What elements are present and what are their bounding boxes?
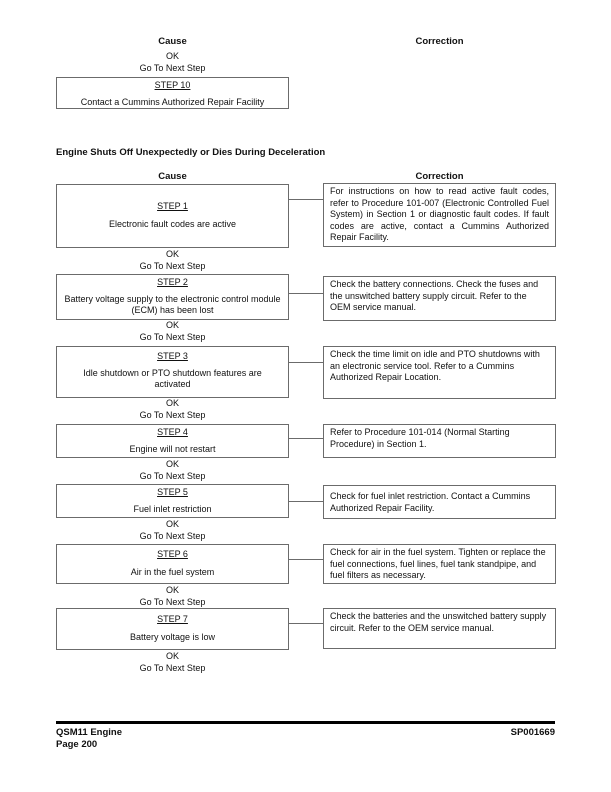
step-5-correction-box: Check for air in the fuel system. Tighten or replace the fuel connections, fuel lines, fuel tank standpipe, and fuel filters as necessary. [323, 544, 556, 584]
cause-text: Engine will not restart [129, 443, 216, 454]
ok-label: OK [165, 51, 179, 61]
step-label: STEP 4 [157, 427, 188, 437]
ok-label: OK [165, 519, 179, 529]
cause-header: Cause [158, 171, 187, 182]
ok-label: OK [165, 459, 179, 469]
correction-header: Correction [415, 171, 464, 182]
step-7-cause-box [56, 608, 289, 650]
step-3-correction-box: Check the time limit on idle and PTO shutdowns with an electronic service tool. Refer to a Cummins Authorized Repair Location. [323, 346, 556, 399]
section-title: Engine Shuts Off Unexpectedly or Dies During Deceleration [56, 147, 326, 158]
go-next-step-label: Go To Next Step [139, 63, 206, 73]
step-1-cause-box [56, 184, 289, 248]
step-label: STEP 7 [157, 614, 188, 624]
cause-text: Air in the fuel system [130, 566, 215, 577]
footer-doc-id: SP001669 [510, 727, 555, 738]
cause-text: Idle shutdown or PTO shutdown features are activated [83, 367, 262, 389]
cause-text: Electronic fault codes are active [108, 218, 237, 229]
step-label: STEP 2 [157, 277, 188, 287]
cause-text: Battery voltage supply to the electronic control module (ECM) has been lost [64, 293, 281, 315]
step-2-correction-box: Check the battery connections. Check the fuses and the unswitched battery supply circuit. Refer to the OEM service manual. [323, 276, 556, 321]
ok-label: OK [165, 651, 179, 661]
connector-line [289, 623, 323, 624]
step-1-correction-box: For instructions on how to read active fault codes, refer to Procedure 101-007 (Electronic Controlled Fuel System) in Section 1 or diagnostic fault codes. If fault codes are active, contact a Cummins Authorized Repair Facility. [323, 183, 556, 247]
step-7-correction-box: Check the batteries and the unswitched battery supply circuit. Refer to the OEM service manual. [323, 608, 556, 649]
go-next-step-label: Go To Next Step [139, 261, 206, 271]
go-next-step-label: Go To Next Step [139, 332, 206, 342]
go-next-step-label: Go To Next Step [139, 663, 206, 673]
connector-line [289, 438, 323, 439]
cause-header: Cause [158, 36, 187, 47]
connector-line [289, 199, 323, 200]
footer-product: QSM11 Engine [56, 727, 122, 738]
connector-line [289, 501, 323, 502]
ok-label: OK [165, 398, 179, 408]
step-3-cause-box [56, 346, 289, 398]
cause-text: Contact a Cummins Authorized Repair Facility [80, 96, 265, 107]
step-label: STEP 3 [157, 351, 188, 361]
go-next-step-label: Go To Next Step [139, 471, 206, 481]
footer-page-number: Page 200 [56, 739, 98, 750]
step-4-cause-box [56, 424, 289, 458]
ok-label: OK [165, 249, 179, 259]
connector-line [289, 362, 323, 363]
step-label: STEP 5 [157, 487, 188, 497]
footer-rule [56, 721, 555, 724]
cause-text: Fuel inlet restriction [133, 503, 212, 514]
connector-line [289, 559, 323, 560]
step-6-cause-box [56, 544, 289, 584]
step-label: STEP 10 [154, 80, 191, 90]
ok-label: OK [165, 320, 179, 330]
step-4-correction-box: Refer to Procedure 101-014 (Normal Starting Procedure) in Section 1. [323, 424, 556, 458]
step-5-correction-box: Check for fuel inlet restriction. Contact a Cummins Authorized Repair Facility. [323, 485, 556, 519]
ok-label: OK [165, 585, 179, 595]
step-label: STEP 1 [157, 201, 188, 211]
cause-text: Battery voltage is low [129, 631, 216, 642]
go-next-step-label: Go To Next Step [139, 531, 206, 541]
step-2-cause-box [56, 274, 289, 320]
step-10-cause-box [56, 77, 289, 109]
go-next-step-label: Go To Next Step [139, 410, 206, 420]
connector-line [289, 293, 323, 294]
step-label: STEP 6 [157, 549, 188, 559]
go-next-step-label: Go To Next Step [139, 597, 206, 607]
step-5-cause-box [56, 484, 289, 518]
correction-header: Correction [415, 36, 464, 47]
